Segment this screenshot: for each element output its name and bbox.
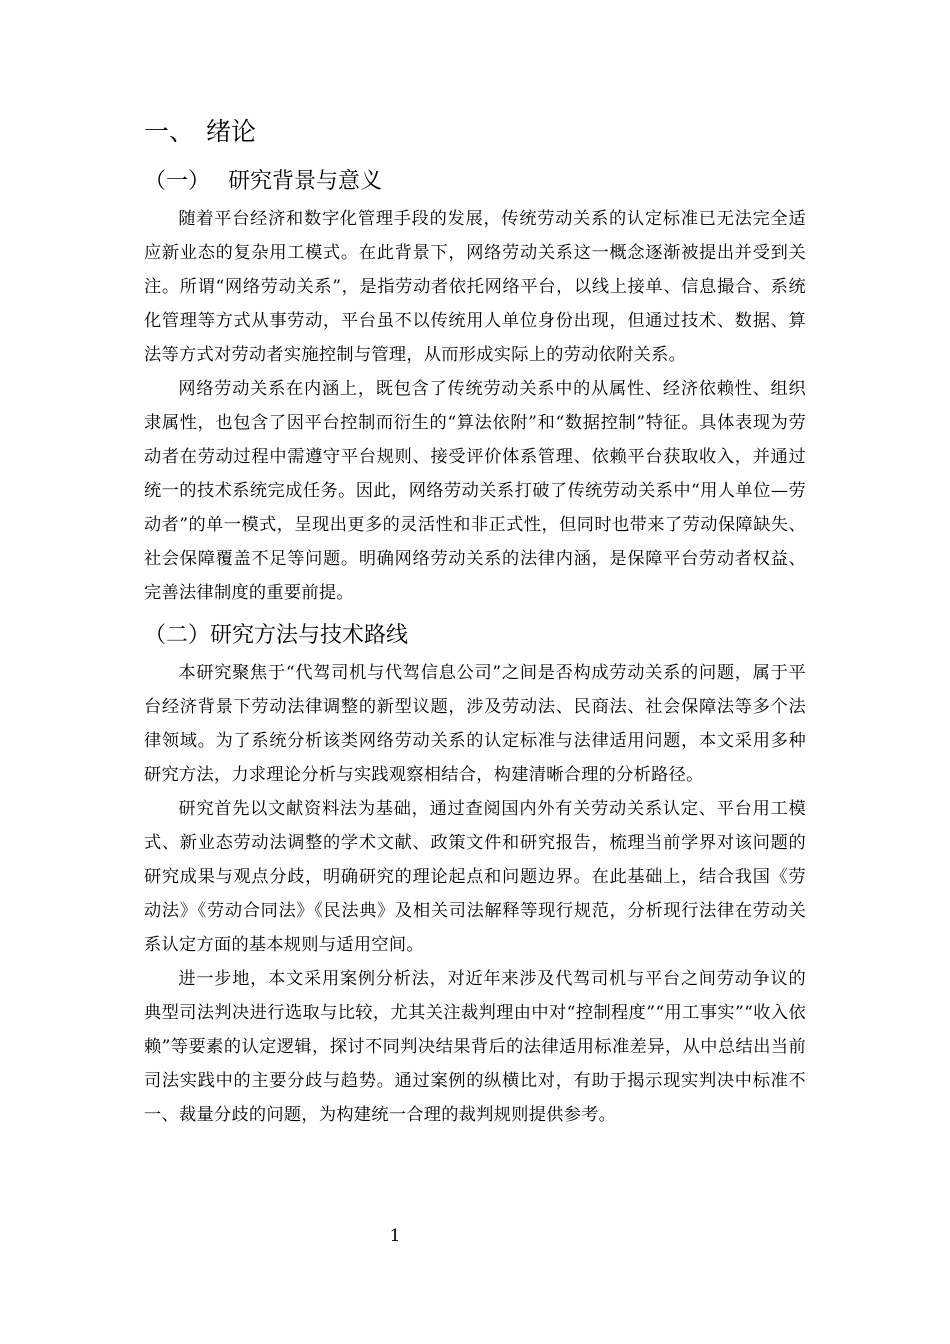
paragraph: 研究首先以文献资料法为基础，通过查阅国内外有关劳动关系认定、平台用工模式、新业态劳动法调整的学术文献、政策文件和研究报告，梳理当前学界对该问题的研究成果与观点分歧，明确研究的理论起点和问题边界。在此基础上，结合我国《劳动法》《劳动合同法》《民法典》及相关司法解释等现行规范，分析现行法律在劳动关系认定方面的基本规则与适用空间。 [144, 799, 806, 955]
chapter-number: 一、 [144, 117, 195, 146]
paragraph: 本研究聚焦于“代驾司机与代驾信息公司”之间是否构成劳动关系的问题，属于平台经济背景下劳动法律调整的新型议题，涉及劳动法、民商法、社会保障法等多个法律领域。为了系统分析该类网络劳动关系的认定标准与法律适用问题，本文采用多种研究方法，力求理论分析与实践观察相结合，构建清晰合理的分析路径。 [144, 663, 806, 785]
section-title: 研究背景与意义 [228, 169, 383, 194]
paragraph: 进一步地，本文采用案例分析法，对近年来涉及代驾司机与平台之间劳动争议的典型司法判决进行选取与比较，尤其关注裁判理由中对“控制程度”“用工事实”“收入依赖”等要素的认定逻辑，探讨不同判决结果背后的法律适用标准差异，从中总结出当前司法实践中的主要分歧与趋势。通过案例的纵横比对，有助于揭示现实判决中标准不一、裁量分歧的问题，为构建统一合理的裁判规则提供参考。 [144, 969, 806, 1125]
section-heading-2 [144, 618, 806, 654]
page-body [144, 112, 806, 1132]
paragraph: 随着平台经济和数字化管理手段的发展，传统劳动关系的认定标准已无法完全适应新业态的复杂用工模式。在此背景下，网络劳动关系这一概念逐渐被提出并受到关注。所谓“网络劳动关系”，是指劳动者依托网络平台，以线上接单、信息撮合、系统化管理等方式从事劳动，平台虽不以传统用人单位身份出现，但通过技术、数据、算法等方式对劳动者实施控制与管理，从而形成实际上的劳动依附关系。 [144, 209, 806, 365]
section-heading-1 [144, 164, 806, 200]
chapter-title: 绪论 [206, 117, 257, 146]
paragraph: 网络劳动关系在内涵上，既包含了传统劳动关系中的从属性、经济依赖性、组织隶属性，也包含了因平台控制而衍生的“算法依附”和“数据控制”特征。具体表现为劳动者在劳动过程中需遵守平台规则、接受评价体系管理、依赖平台获取收入，并通过统一的技术系统完成任务。因此，网络劳动关系打破了传统劳动关系中“用人单位—劳动者”的单一模式，呈现出更多的灵活性和非正式性，但同时也带来了劳动保障缺失、社会保障覆盖不足等问题。明确网络劳动关系的法律内涵，是保障平台劳动者权益、完善法律制度的重要前提。 [144, 379, 806, 603]
chapter-heading [144, 112, 806, 152]
section-number: （二） [144, 623, 211, 648]
section-number: （一） [144, 169, 211, 194]
section-title: 研究方法与技术路线 [210, 623, 409, 648]
page-number: 1 [389, 1226, 401, 1246]
